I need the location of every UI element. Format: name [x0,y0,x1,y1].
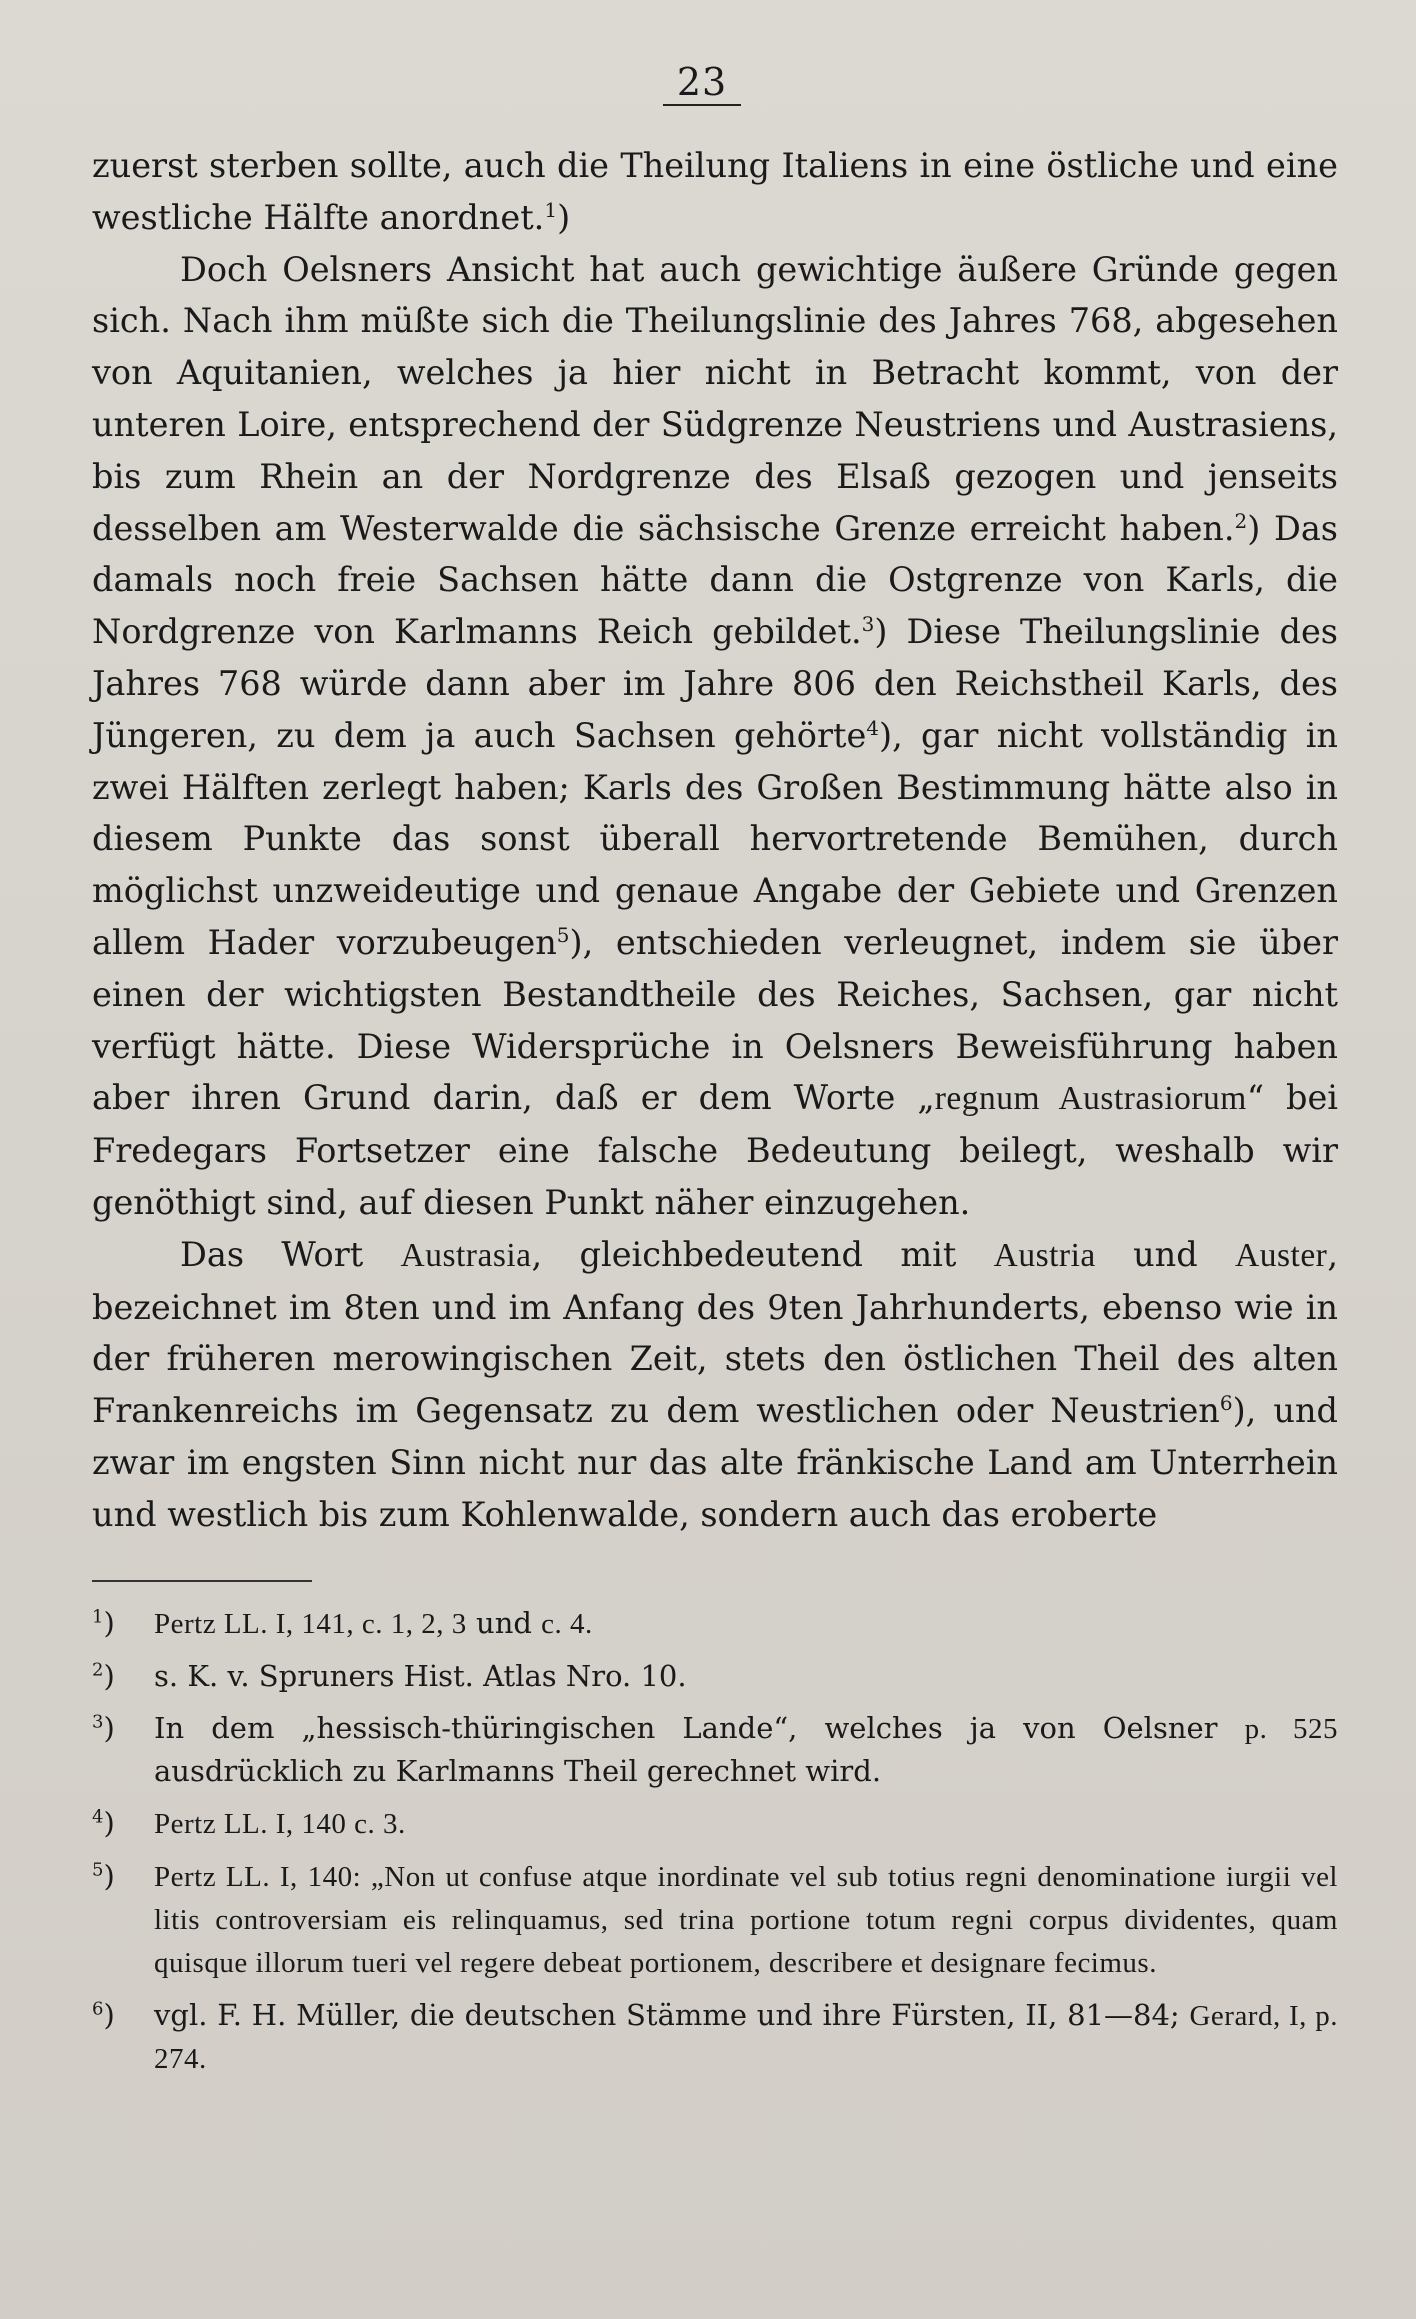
text-run: In dem „hessisch-thüringischen Lande“, welches ja von Oelsner [154,1711,1245,1745]
latin-text: Austrasia [400,1236,532,1274]
footnote-reference[interactable]: 3 [861,612,875,637]
footnote-number: 4 [92,1806,104,1828]
footnote-marker: $^2$) [92,1659,115,1693]
text-run: Das Wort [180,1234,401,1274]
text-run: ), und zwar im engsten Sinn nicht nur das alte fränkische Land am Unterrhein und westlich bis zum Kohlenwalde, sondern auch das eroberte [92,1391,1338,1534]
text-run: “ bei Fredegars Fortsetzer eine falsche Bedeutung beilegt, weshalb wir genöthigt sind, auf diesen Punkt näher einzugehen. [92,1078,1338,1222]
footnote [92,1994,1338,2080]
footnote-text [154,1859,1338,1979]
footnotes [92,1602,1338,2090]
footnote-text [154,1806,406,1840]
text-run: ), gar nicht vollständig in zwei Hälften zerlegt haben; Karls des Großen Bestimmung hätte also in diesem Punkte das sonst überall hervortretende Bemühen, durch möglichst unzweideutige und genaue Angabe der Gebiete und Grenzen allem Hader vorzubeugen [92,715,1338,962]
footnote-marker: $^1$) [92,1606,115,1640]
footnote [92,1855,1338,1984]
footnote-number: 5 [92,1859,104,1881]
page-number: 23 [0,60,1416,106]
footnote-marker: $^6$) [92,1998,115,2032]
latin-text: Pertz LL. I, 140 c. 3. [154,1808,406,1840]
footnote-number: 2 [92,1659,104,1681]
text-run: und [466,1606,542,1640]
footnote-number: 3 [92,1711,104,1733]
text-run: ) Das damals noch freie Sachsen hätte dann die Ostgrenze von Karls, die Nordgrenze von Karlmanns Reich gebildet. [92,508,1338,652]
footnote-reference[interactable]: 4 [866,715,880,740]
text-run: ausdrücklich zu Karlmanns Theil gerechnet wird. [154,1754,882,1788]
footnote-reference[interactable]: 2 [1234,508,1248,533]
footnote-marker: $^3$) [92,1711,115,1745]
footnote-reference[interactable]: 6 [1219,1390,1233,1415]
footnote [92,1655,1338,1697]
latin-text: c. 4. [541,1608,593,1640]
footnote-reference[interactable]: 1 [544,197,558,222]
footnote-text [154,1659,687,1693]
text-run: und [1095,1234,1236,1274]
footnote-number: 6 [92,1998,104,2020]
footnote [92,1707,1338,1792]
text-run: , bezeichnet im 8ten und im Anfang des 9ten Jahrhunderts, ebenso wie in der früheren merowingischen Zeit, stets den östlichen Theil des alten Frankenreichs im Gegensatz zu dem westlichen oder Neustrien [92,1234,1338,1431]
footnote-number: 1 [92,1606,104,1628]
text-run: zuerst sterben sollte, auch die Theilung Italiens in eine östliche und eine westliche Hälfte anordnet. [92,146,1338,237]
text-run: , gleichbedeutend mit [531,1234,994,1274]
footnote [92,1602,1338,1645]
text-run: s. K. v. Spruners Hist. Atlas Nro. 10. [154,1659,687,1693]
paragraph [92,140,1338,244]
latin-text: Auster [1235,1236,1328,1274]
latin-text: Pertz LL. I, 140: „Non ut confuse atque inordinate vel sub totius regni denominatione iurgii vel litis controversiam eis relinquamus, sed trina portione totum regni corpus dividentes, quam quisque illorum tueri vel regere debeat portionem, describere et designare fecimus. [154,1861,1338,1979]
latin-text: Austria [993,1236,1096,1274]
footnote-marker: $^5$) [92,1859,115,1893]
latin-text: regnum Austrasiorum [934,1080,1247,1118]
footnote-text [154,1711,1338,1788]
footnote [92,1802,1338,1845]
footnote-text [154,1606,593,1640]
main-text [92,140,1338,1541]
text-run: ) Diese Theilungslinie des Jahres 768 würde dann aber im Jahre 806 den Reichstheil Karls, des Jüngeren, zu dem ja auch Sachsen gehörte [92,612,1338,755]
paragraph [92,1229,1338,1541]
latin-text: p. 525 [1244,1713,1339,1745]
latin-text: Pertz LL. I, 141, c. 1, 2, 3 [154,1608,467,1640]
footnote-rule [92,1580,312,1582]
text-run: Doch Oelsners Ansicht hat auch gewichtige äußere Gründe gegen sich. Nach ihm müßte sich die Theilungslinie des Jahres 768, abgesehen von Aquitanien, welches ja hier nicht in Betracht kommt, von der unteren Loire, entsprechend der Südgrenze Neustriens und Austrasiens, bis zum Rhein an der Nordgrenze des Elsaß gezogen und jenseits desselben am Westerwalde die sächsische Grenze erreicht haben. [92,249,1338,548]
latin-text: Gerard, I, p. 274. [154,2000,1338,2075]
text-run: ) [557,197,571,237]
text-run: vgl. F. H. Müller, die deutschen Stämme und ihre Fürsten, II, 81—84; [154,1998,1190,2032]
footnote-marker: $^4$) [92,1806,115,1840]
text-run: ), entschieden verleugnet, indem sie über einen der wichtigsten Bestandtheile des Reiches, Sachsen, gar nicht verfügt hätte. Diese Widersprüche in Oelsners Beweisführung haben aber ihren Grund darin, daß er dem Worte „ [92,922,1338,1118]
footnote-reference[interactable]: 5 [556,922,570,947]
footnote-text [154,1998,1338,2075]
paragraph [92,244,1338,1229]
